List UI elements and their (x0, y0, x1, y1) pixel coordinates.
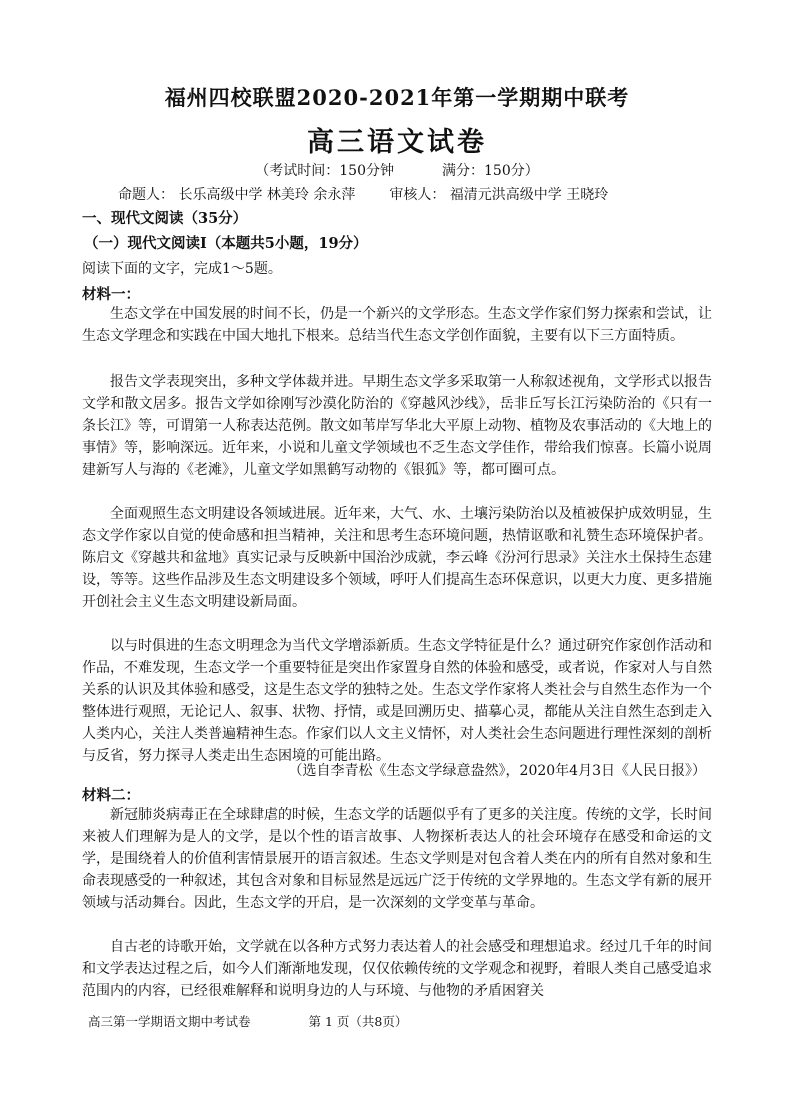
material1-paragraph-1: 生态文学在中国发展的时间不长，仍是一个新兴的文学形态。生态文学作家们努力探索和尝试，让生态文学理念和实践在中国大地扎下根来。总结当代生态文学创作面貌，主要有以下三方面特质。 (82, 306, 712, 344)
material1-paragraph-4: 以与时俱进的生态文明理念为当代文学增添新质。生态文学特征是什么？通过研究作家创作活动和作品，不难发现，生态文学一个重要特征是突出作家置身自然的体验和感受，或者说，作家对人与自然关系的认识及其体验和感受，这是生态文学的独特之处。生态文学作家将人类社会与自然生态作为一个整体进行观照，无论记人、叙事、状物、抒情，或是回溯历史、描摹心灵，都能从关注自然生态到走入人类内心，关注人类普遍精神生态。作家们以人文主义情怀，对人类社会生态问题进行理性深刻的剖析与反省，努力探寻人类走出生态困境的可能出路。 (82, 638, 712, 764)
material1-paragraph-2: 报告文学表现突出，多种文学体裁并进。早期生态文学多采取第一人称叙述视角，文学形式以报告文学和散文居多。报告文学如徐刚写沙漠化防治的《穿越风沙线》，岳非丘写长江污染防治的《只有一条长江》等，可谓第一人称表达范例。散文如苇岸写华北大平原上动物、植物及农事活动的《大地上的事情》等，影响深远。近年来，小说和儿童文学领域也不乏生态文学佳作，带给我们惊喜。长篇小说周建新写人与海的《老滩》，儿童文学如黑鹤写动物的《银狐》等，都可圈可点。 (82, 374, 712, 478)
authors-line (118, 184, 608, 204)
section-heading: 一、现代文阅读（35分） (82, 210, 248, 227)
material2-label: 材料二： (82, 787, 140, 804)
reviewers: 审核人： 福清元洪高级中学 王晓玲 (389, 187, 609, 203)
material2-paragraph-1: 新冠肺炎病毒正在全球肆虐的时候，生态文学的话题似乎有了更多的关注度。传统的文学，长时间来被人们理解为是人的文学，是以个性的语言故事、人物探析表达人的社会环境存在感受和命运的文学，是围绕着人的价值利害情景展开的语言叙述。生态文学则是对包含着人类在内的所有自然对象和生命表现感受的一种叙述，其包含对象和目标显然是远远广泛于传统的文学界地的。生态文学有新的展开领域与活动舞台。因此，生态文学的开启，是一次深刻的文学变革与革命。 (82, 807, 712, 911)
material1-label: 材料一： (82, 286, 140, 303)
full-score: 满分：150分） (442, 163, 539, 179)
instruction: 阅读下面的文字，完成1～5题。 (82, 261, 282, 277)
material2-paragraph-2: 自古老的诗歌开始，文学就在以各种方式努力表达着人的社会感受和理想追求。经过几千年的时间和文学表达过程之后，如今人们渐渐地发现，仅仅依赖传统的文学观念和视野，着眼人类自己感受追求范围内的内容，已经很难解释和说明身边的人与环境、与他物的矛盾困窘关 (82, 939, 712, 999)
subsection-heading: （一）现代文阅读Ⅰ（本题共5小题，19分） (84, 235, 368, 252)
exam-meta (0, 160, 794, 180)
setters: 命题人： 长乐高级中学 林美玲 余永萍 (118, 187, 356, 203)
material1-paragraph-3: 全面观照生态文明建设各领域进展。近年来，大气、水、土壤污染防治以及植被保护成效明显，生态文学作家以自觉的使命感和担当精神，关注和思考生态环境问题，热情讴歌和礼赞生态环境保护者。陈启文《穿越共和盆地》真实记录与反映新中国治沙成就，李云峰《汾河行思录》关注水土保持生态建设，等等。这些作品涉及生态文明建设多个领域，呼吁人们提高生态环保意识，以更大力度、更多措施开创社会主义生态文明建设新局面。 (82, 506, 712, 610)
exam-title: 福州四校联盟2020-2021年第一学期期中联考 (164, 85, 630, 110)
footer-title: 高三第一学期语文期中考试卷 (88, 1014, 251, 1029)
paper-title: 高三语文试卷 (307, 127, 487, 158)
page-footer (88, 1012, 407, 1030)
material1-source: （选自李青松《生态文学绿意盎然》，2020年4月3日《人民日报》） (288, 763, 706, 779)
exam-time: （考试时间：150分钟 (255, 163, 394, 179)
page-number: 第 1 页（共8页） (308, 1014, 408, 1029)
